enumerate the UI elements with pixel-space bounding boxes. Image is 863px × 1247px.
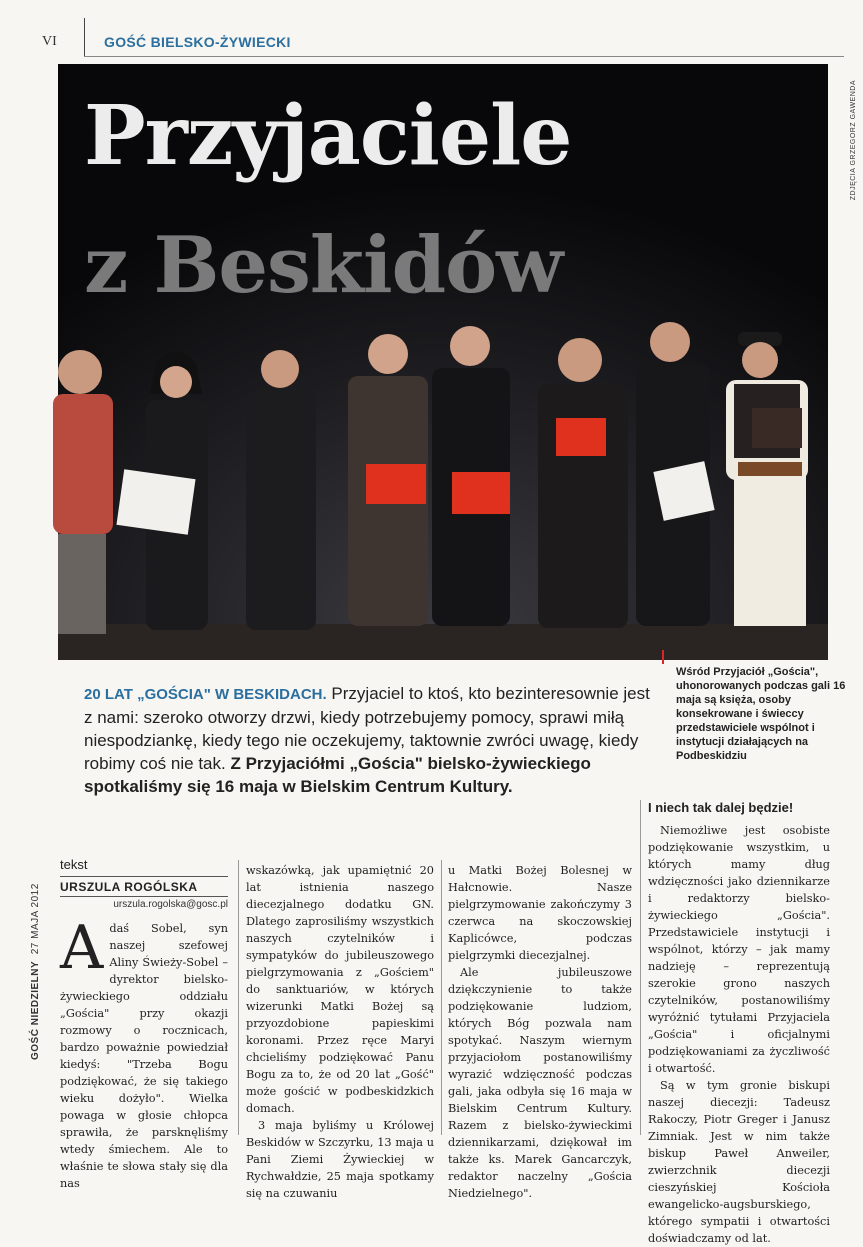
lead-text: Przyjaciel to ktoś, kto bezinteresownie jest z nami: szeroko otworzy drzwi, kiedy potrzebujemy pomocy, sprawi miłą niespodziankę, kiedy tego nie oczekujemy, taktownie zwróci uwagę, kiedy robimy coś nie tak.	[84, 684, 650, 773]
caption-marker	[662, 650, 664, 664]
article-subheading: I niech tak dalej będzie!	[648, 800, 794, 815]
article-paragraph: wskazówką, jak upamiętnić 20 lat istnienia naszego diecezjalnego dodatku GN. Dlatego zaprosiliśmy wszystkich naszych czytelników i sympatyków do jubileuszowego pielgrzymowania z „Gościem" do sanktuariów, w których wizerunki Matki Bożej są przyozdobione papieskimi koronami. Przez ręce Maryi chcieliśmy podziękować Panu Bogu za to, że od 20 lat „Gość" może gościć w podbeskidzkich domach.	[246, 864, 434, 1115]
issue-date: 27 MAJA 2012	[30, 883, 41, 955]
top-rule	[84, 56, 844, 57]
header-divider	[84, 18, 85, 56]
column-divider	[640, 800, 641, 1135]
event-photo	[58, 64, 828, 660]
lead-kicker: 20 LAT „GOŚCIA" W BESKIDACH.	[84, 686, 327, 703]
photo-caption: Wśród Przyjaciół „Gościa", uhonorowanych podczas gali 16 maja są księża, osoby konsekrowane i świeccy przedstawiciele wspólnot i instytucji działających na Podbeskidziu	[676, 666, 846, 762]
author-name: URSZULA ROGÓLSKA	[60, 880, 198, 894]
column-divider	[441, 860, 442, 1135]
headline-line-1: Przyjaciele	[84, 88, 572, 184]
article-paragraph: Niemożliwe jest osobiste podziękowanie wszystkim, u których mamy dług wdzięczności jako dziennikarze i redaktorzy bielsko-żywieckiego „Gościa". Przedstawiciele instytucji i wspólnot, którzy – jak mamy nadzieję – reprezentują szerokie grono naszych czytelników, postanowiliśmy wyróżnić tytułami Przyjaciela „Gościa" i oficjalnymi podziękowaniami za życzliwość i otwartość.	[648, 824, 830, 1075]
page-footer-spine	[30, 883, 41, 1060]
photo-credit: ZDJĘCIA GRZEGORZ GAWENDA	[850, 80, 857, 201]
drop-cap: A	[60, 913, 104, 983]
lead-bold-text: Z Przyjaciółmi „Gościa" bielsko-żywieckiego spotkaliśmy się 16 maja w Bielskim Centrum Kultury.	[84, 754, 591, 796]
article-column-3	[448, 862, 632, 1202]
article-paragraph: Ale jubileuszowe dziękczynienie to także podziękowanie ludziom, których Bóg pozwala nam spotykać. Naszym wiernym przyjaciołom postanowiliśmy wyrazić wdzięczność podczas gali, jaka odbyła się 16 maja w Bielskim Centrum Kultury. Razem z bielsko-żywieckimi dziennikarzami, dziękował im także ks. Marek Gancarczyk, redaktor naczelny „Gościa Niedzielnego".	[448, 966, 632, 1200]
page-number: VI	[42, 34, 57, 49]
headline-line-2: z Beskidów	[84, 220, 563, 311]
column-divider	[238, 860, 239, 1135]
lead-paragraph	[84, 682, 650, 798]
byline-rule-bottom	[60, 896, 228, 897]
article-column-4	[648, 822, 830, 1247]
author-email: urszula.rogolska@gosc.pl	[113, 899, 228, 910]
magazine-name: GOŚĆ NIEDZIELNY	[30, 960, 41, 1060]
article-paragraph: Są w tym gronie biskupi naszej diecezji: Tadeusz Rakoczy, Piotr Greger i Janusz Zimniak. Jest w nim także biskup Paweł Anweiler, zwierzchnik diecezji cieszyńskiej Kościoła ewangelicko-augsburskiego, którego sympatii i otwartości doświadczamy od lat.	[648, 1079, 830, 1245]
byline-label: tekst	[60, 857, 88, 872]
article-text: daś Sobel, syn naszej szefowej Aliny Świeży-Sobel – dyrektor bielsko-żywieckiego oddziału „Gościa" przy okazji rozmowy o rocznicach, bardzo poważnie powiedział kiedyś: "Trzeba Bogu podziękować, że się takiego wieku dożyło". Wielka powaga w głosie chłopca sprawiła, że parsknęliśmy wtedy śmiechem. Ale to właśnie te słowa stały się dla nas	[60, 922, 228, 1190]
article-paragraph: 3 maja byliśmy u Królowej Beskidów w Szczyrku, 13 maja u Pani Ziemi Żywieckiej w Rychwałdzie, 25 maja spotkamy się na czuwaniu	[246, 1119, 434, 1200]
section-title: GOŚĆ BIELSKO-ŻYWIECKI	[104, 34, 291, 50]
byline-rule-top	[60, 876, 228, 877]
article-column-2	[246, 862, 434, 1202]
article-column-1	[60, 913, 228, 1192]
article-paragraph: u Matki Bożej Bolesnej w Hałcnowie. Nasze pielgrzymowanie zakończymy 3 czerwca na skoczowskiej Kaplicówce, podczas pielgrzymki diecezjalnej.	[448, 864, 632, 962]
